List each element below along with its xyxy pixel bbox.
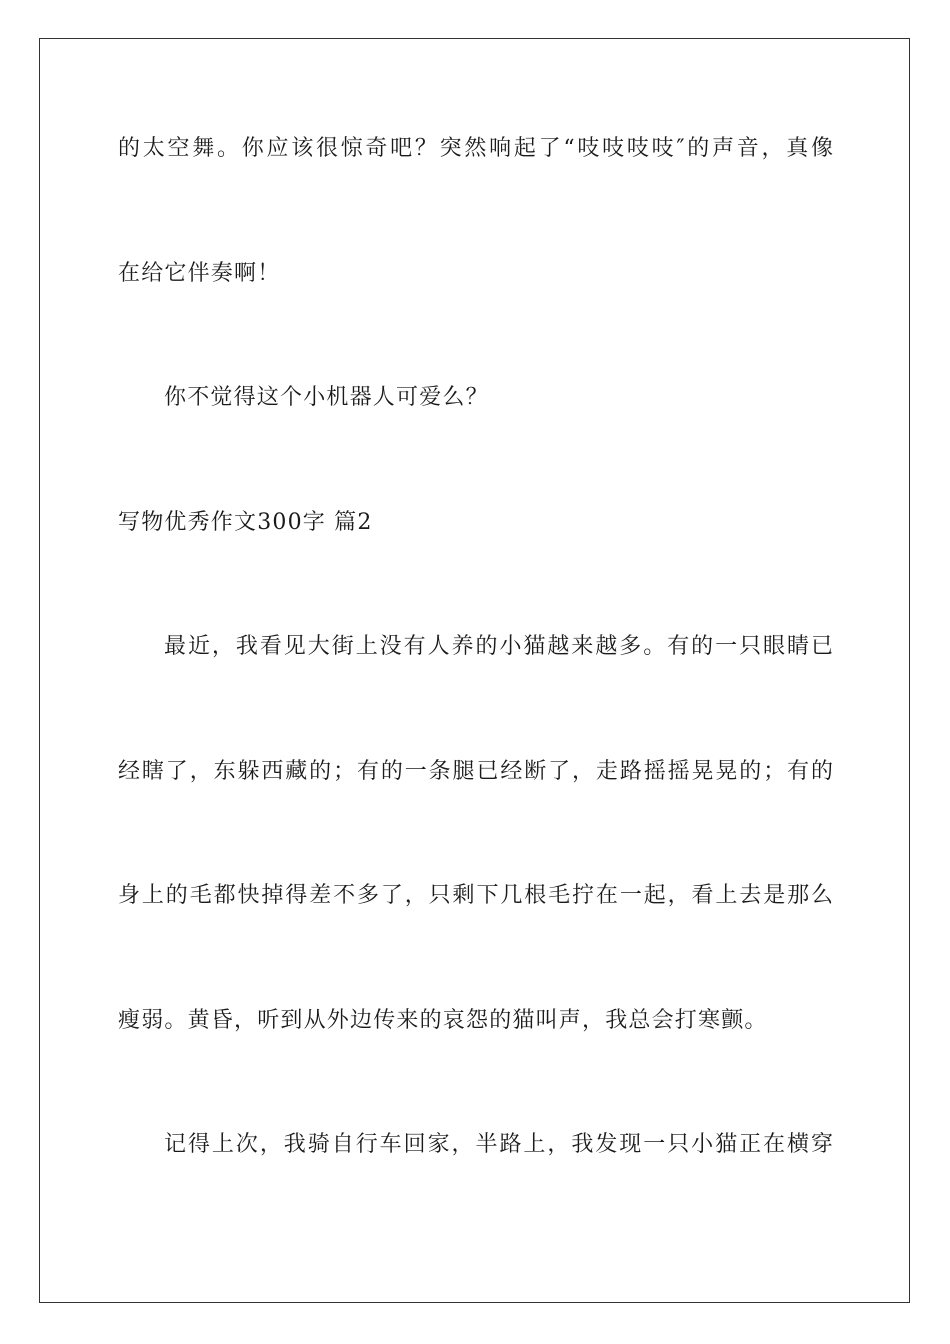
- paragraph-line-6: 经瞎了，东躲西藏的；有的一条腿已经断了，走路摇摇晃晃的；有的: [118, 759, 833, 784]
- section-heading: 写物优秀作文300字 篇2: [118, 510, 373, 535]
- paragraph-line-7: 身上的毛都快掉得差不多了，只剩下几根毛拧在一起，看上去是那么: [118, 883, 833, 908]
- page-frame: [39, 38, 910, 1303]
- paragraph-line-3: 你不觉得这个小机器人可爱么？: [164, 385, 489, 410]
- paragraph-line-1: 的太空舞。你应该很惊奇吧？突然响起了“吱吱吱吱″的声音，真像: [118, 136, 833, 161]
- paragraph-line-5: 最近，我看见大街上没有人养的小猫越来越多。有的一只眼睛已: [164, 634, 833, 659]
- paragraph-line-8: 瘦弱。黄昏，听到从外边传来的哀怨的猫叫声，我总会打寒颤。: [118, 1008, 768, 1033]
- paragraph-line-9: 记得上次，我骑自行车回家，半路上，我发现一只小猫正在横穿: [164, 1132, 833, 1157]
- paragraph-line-2: 在给它伴奏啊！: [118, 261, 281, 286]
